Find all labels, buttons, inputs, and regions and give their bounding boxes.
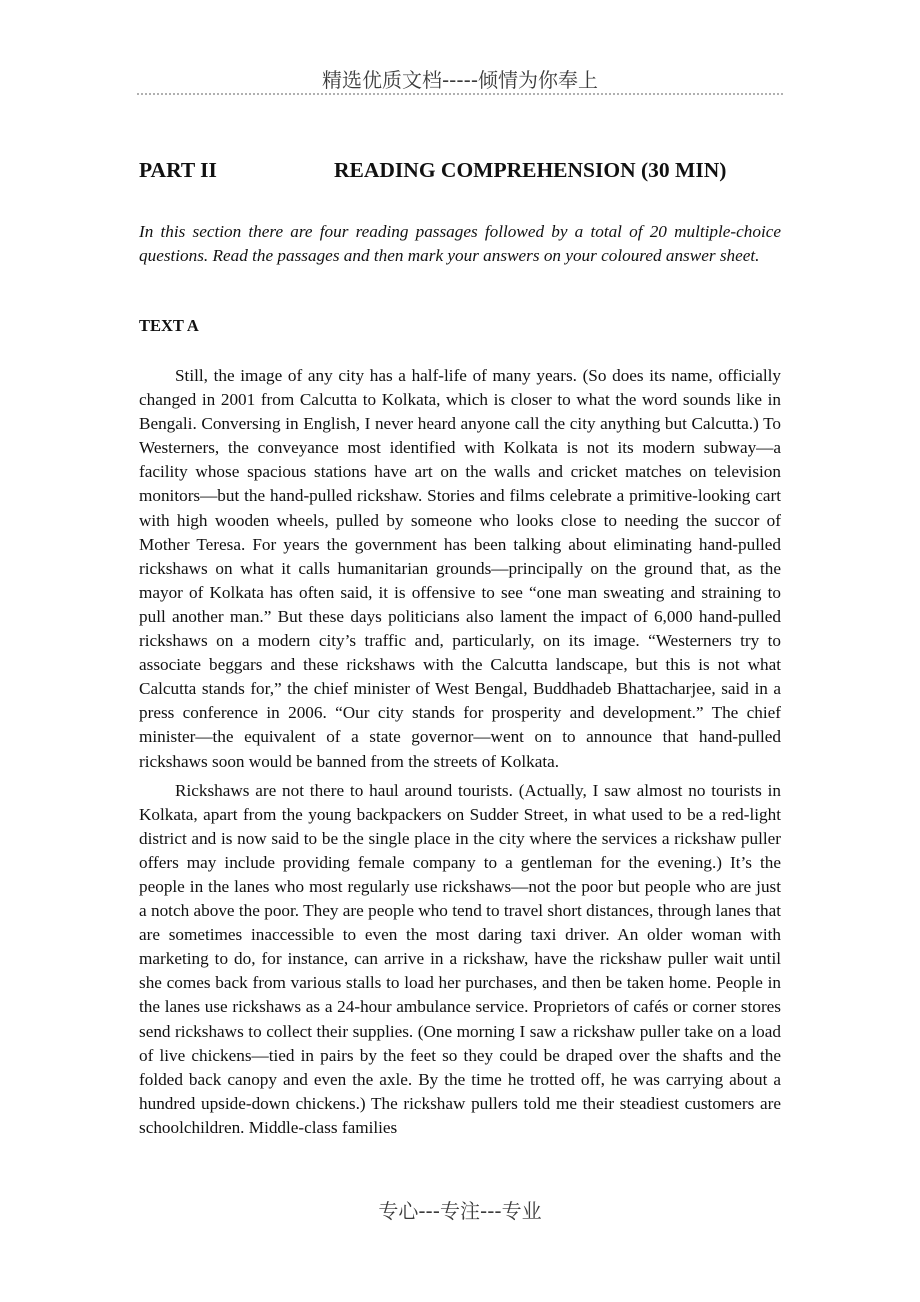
section-instructions: In this section there are four reading passages followed by a total of 20 multiple-choice questions. Read the passages and then mark your answers on your coloured answer sheet. bbox=[139, 222, 781, 265]
header-divider bbox=[137, 93, 783, 95]
passage-body bbox=[139, 364, 781, 1145]
passage-paragraph: Rickshaws are not there to haul around tourists. (Actually, I saw almost no tourists in Kolkata, apart from the young backpackers on Sudder Street, in what used to be a red-light district and is now said to be the single place in the city where the services a rickshaw puller offers may include providing female company to a gentleman for the evening.) It’s the people in the lanes who most regularly use rickshaws—not the poor but people who are just a notch above the poor. They are people who tend to travel short distances, through lanes that are sometimes inaccessible to even the most daring taxi driver. An older woman with marketing to do, for instance, can arrive in a rickshaw, have the rickshaw puller wait until she comes back from various stalls to load her purchases, and then be taken home. People in the lanes use rickshaws as a 24-hour ambulance service. Proprietors of cafés or corner stores send rickshaws to collect their supplies. (One morning I saw a rickshaw puller take on a load of live chickens—tied in pairs by the feet so they could be draped over the shafts and the folded back canopy and even the axle. By the time he trotted off, he was carrying about a hundred upside-down chickens.) The rickshaw pullers told me their steadiest customers are schoolchildren. Middle-class families bbox=[139, 780, 781, 1137]
page-footer-text: 专心---专注---专业 bbox=[378, 1199, 542, 1223]
part-label: PART II bbox=[139, 158, 217, 182]
text-heading: TEXT A bbox=[139, 316, 199, 335]
page-header-text: 精选优质文档-----倾情为你奉上 bbox=[321, 68, 599, 92]
section-title: READING COMPREHENSION (30 MIN) bbox=[334, 158, 727, 182]
passage-paragraph: Still, the image of any city has a half-life of many years. (So does its name, officially changed in 2001 from Calcutta to Kolkata, which is closer to what the word sounds like in Bengali. Conversing in English, I never heard anyone call the city anything but Calcutta.) To Westerners, the conveyance most identified with Kolkata is not its modern subway—a facility whose spacious stations have art on the walls and cricket matches on television monitors—but the hand-pulled rickshaw. Stories and films celebrate a primitive-looking cart with high wooden wheels, pulled by someone who looks close to needing the succor of Mother Teresa. For years the government has been talking about eliminating hand-pulled rickshaws on what it calls humanitarian grounds—principally on the ground that, as the mayor of Kolkata has often said, it is offensive to see “one man sweating and straining to pull another man.” But these days politicians also lament the impact of 6,000 hand-pulled rickshaws on a modern city’s traffic and, particularly, on its image. “Westerners try to associate beggars and these rickshaws with the Calcutta landscape, but this is not what Calcutta stands for,” the chief minister of West Bengal, Buddhadeb Bhattacharjee, said in a press conference in 2006. “Our city stands for prosperity and development.” The chief minister—the equivalent of a state governor—went on to announce that hand-pulled rickshaws soon would be banned from the streets of Kolkata. bbox=[139, 366, 781, 771]
